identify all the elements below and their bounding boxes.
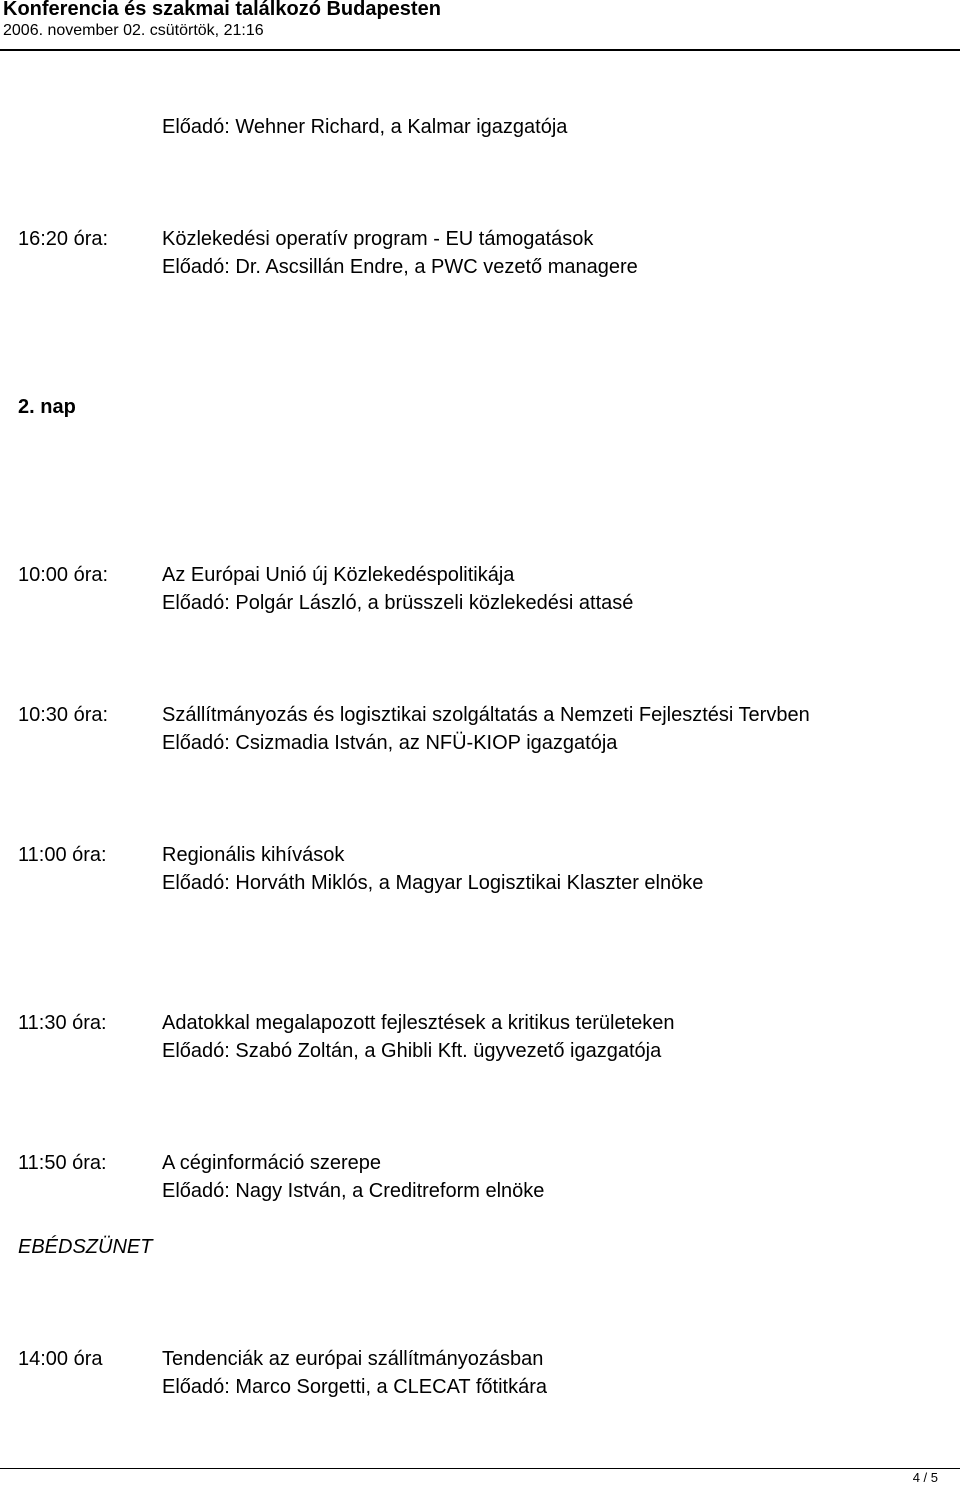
page-number: 4 / 5: [912, 1470, 938, 1485]
day-heading: 2. nap: [18, 396, 76, 418]
session-speaker: Előadó: Csizmadia István, az NFÜ-KIOP igazgatója: [162, 732, 618, 754]
article-date: 2006. november 02. csütörtök, 21:16: [3, 22, 264, 39]
session-time: 11:30 óra:: [18, 1012, 107, 1034]
session-speaker: Előadó: Polgár László, a brüsszeli közlekedési attasé: [162, 592, 634, 614]
session-title: Adatokkal megalapozott fejlesztések a kritikus területeken: [162, 1012, 675, 1034]
session-speaker: Előadó: Horváth Miklós, a Magyar Logisztikai Klaszter elnöke: [162, 872, 704, 894]
session-title: Az Európai Unió új Közlekedéspolitikája: [162, 564, 515, 586]
header-divider: [0, 49, 960, 51]
session-time: 14:00 óra: [18, 1348, 103, 1370]
session-speaker: Előadó: Marco Sorgetti, a CLECAT főtitkára: [162, 1376, 547, 1398]
session-title: Szállítmányozás és logisztikai szolgáltatás a Nemzeti Fejlesztési Tervben: [162, 704, 810, 726]
session-time: 10:00 óra:: [18, 564, 109, 586]
session-time: 11:50 óra:: [18, 1152, 107, 1174]
session-time: 11:00 óra:: [18, 844, 107, 866]
intro-speaker: Előadó: Wehner Richard, a Kalmar igazgatója: [162, 116, 568, 138]
lunch-break: EBÉDSZÜNET: [18, 1236, 153, 1258]
session-title: Közlekedési operatív program - EU támogatások: [162, 228, 594, 250]
session-speaker: Előadó: Szabó Zoltán, a Ghibli Kft. ügyvezető igazgatója: [162, 1040, 662, 1062]
session-title: Regionális kihívások: [162, 844, 345, 866]
article-title: Konferencia és szakmai találkozó Budapesten: [3, 0, 441, 20]
session-title: A céginformáció szerepe: [162, 1152, 382, 1174]
session-time: 16:20 óra:: [18, 228, 109, 250]
footer-divider: [0, 1468, 960, 1469]
session-speaker: Előadó: Nagy István, a Creditreform elnöke: [162, 1180, 545, 1202]
session-time: 10:30 óra:: [18, 704, 109, 726]
session-title: Tendenciák az európai szállítmányozásban: [162, 1348, 544, 1370]
session-speaker: Előadó: Dr. Ascsillán Endre, a PWC vezető managere: [162, 256, 638, 278]
